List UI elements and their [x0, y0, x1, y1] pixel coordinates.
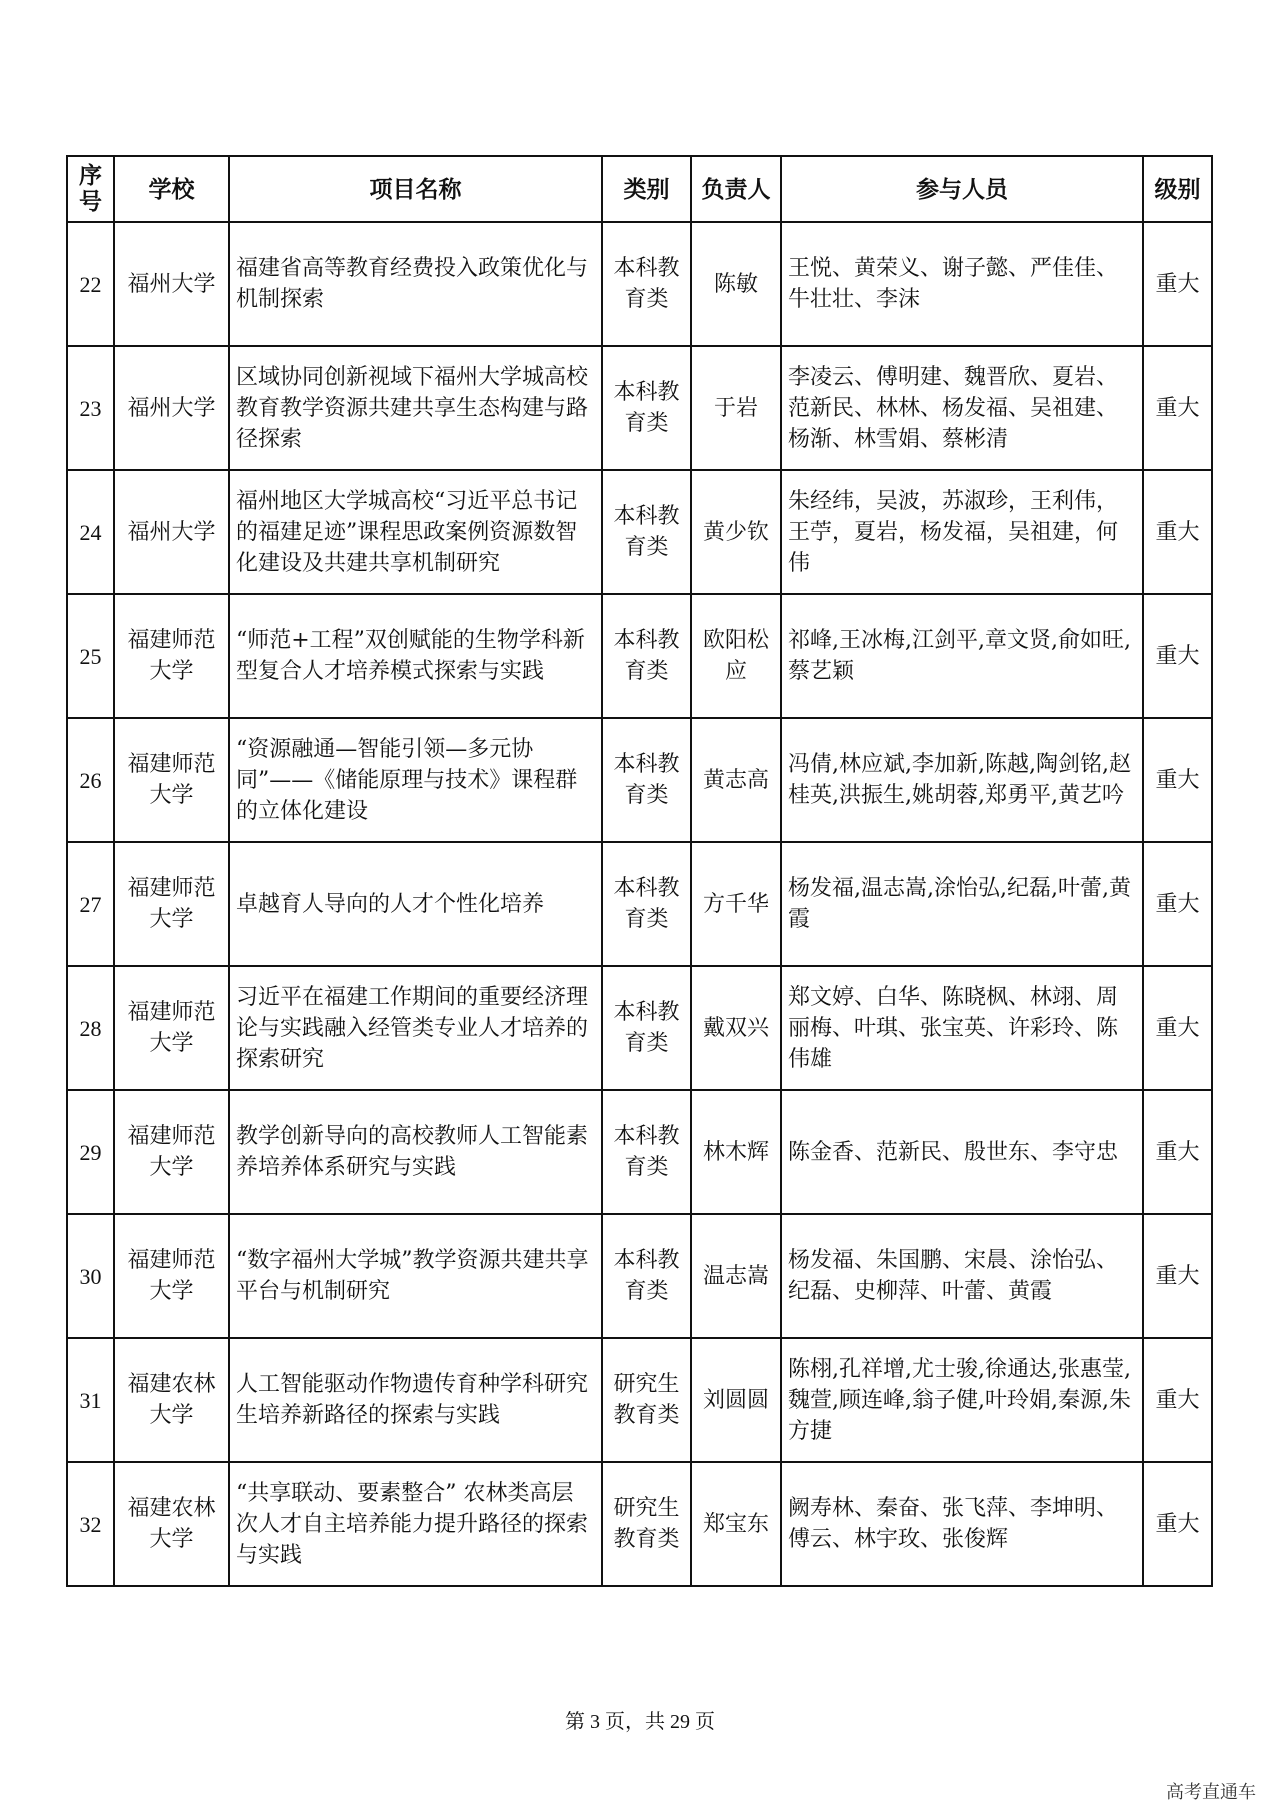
header-serial: 序号: [67, 156, 114, 222]
cell-members: 陈金香、范新民、殷世东、李守忠: [781, 1090, 1143, 1214]
table-row: [67, 718, 1212, 842]
cell-leader: 方千华: [691, 842, 781, 966]
cell-members: 朱经纬，吴波，苏淑珍，王利伟，王苧，夏岩，杨发福，吴祖建，何伟: [781, 470, 1143, 594]
cell-project: 人工智能驱动作物遗传育种学科研究生培养新路径的探索与实践: [229, 1338, 602, 1462]
cell-project: “资源融通—智能引领—多元协同”——《储能原理与技术》课程群的立体化建设: [229, 718, 602, 842]
cell-category: 本科教育类: [602, 346, 691, 470]
cell-level: 重大: [1143, 1462, 1212, 1586]
table-row: [67, 1214, 1212, 1338]
cell-school: 福建农林大学: [114, 1462, 229, 1586]
cell-level: 重大: [1143, 1214, 1212, 1338]
cell-members: 杨发福,温志嵩,涂怡弘,纪磊,叶蕾,黄霞: [781, 842, 1143, 966]
cell-category: 本科教育类: [602, 966, 691, 1090]
cell-serial: 28: [67, 966, 114, 1090]
cell-category: 本科教育类: [602, 1090, 691, 1214]
cell-leader: 于岩: [691, 346, 781, 470]
cell-members: 祁峰,王冰梅,江剑平,章文贤,俞如旺,蔡艺颖: [781, 594, 1143, 718]
table-row: [67, 1090, 1212, 1214]
cell-members: 陈栩,孔祥增,尤士骏,徐通达,张惠莹,魏萱,顾连峰,翁子健,叶玲娟,秦源,朱方捷: [781, 1338, 1143, 1462]
cell-leader: 温志嵩: [691, 1214, 781, 1338]
cell-leader: 欧阳松应: [691, 594, 781, 718]
cell-serial: 32: [67, 1462, 114, 1586]
cell-project: “师范+工程”双创赋能的生物学科新型复合人才培养模式探索与实践: [229, 594, 602, 718]
cell-project: 福建省高等教育经费投入政策优化与机制探索: [229, 222, 602, 346]
cell-members: 阙寿林、秦奋、张飞萍、李坤明、傅云、林宇玫、张俊辉: [781, 1462, 1143, 1586]
cell-level: 重大: [1143, 346, 1212, 470]
watermark-text: 高考直通车: [1166, 1782, 1256, 1803]
header-leader: 负责人: [691, 156, 781, 222]
cell-level: 重大: [1143, 222, 1212, 346]
table-row: [67, 966, 1212, 1090]
table-row: [67, 470, 1212, 594]
cell-category: 本科教育类: [602, 222, 691, 346]
cell-level: 重大: [1143, 594, 1212, 718]
cell-leader: 戴双兴: [691, 966, 781, 1090]
cell-members: 郑文婷、白华、陈晓枫、林翊、周丽梅、叶琪、张宝英、许彩玲、陈伟雄: [781, 966, 1143, 1090]
cell-level: 重大: [1143, 1090, 1212, 1214]
cell-leader: 刘圆圆: [691, 1338, 781, 1462]
cell-members: 王悦、黄荣义、谢子懿、严佳佳、牛壮壮、李沫: [781, 222, 1143, 346]
table-row: [67, 1462, 1212, 1586]
cell-level: 重大: [1143, 966, 1212, 1090]
table-row: [67, 594, 1212, 718]
cell-project: 教学创新导向的高校教师人工智能素养培养体系研究与实践: [229, 1090, 602, 1214]
cell-project: 习近平在福建工作期间的重要经济理论与实践融入经管类专业人才培养的探索研究: [229, 966, 602, 1090]
cell-project: 福州地区大学城高校“习近平总书记的福建足迹”课程思政案例资源数智化建设及共建共享机制研究: [229, 470, 602, 594]
table-row: [67, 346, 1212, 470]
header-school: 学校: [114, 156, 229, 222]
cell-project: 卓越育人导向的人才个性化培养: [229, 842, 602, 966]
cell-serial: 25: [67, 594, 114, 718]
cell-school: 福建农林大学: [114, 1338, 229, 1462]
cell-serial: 29: [67, 1090, 114, 1214]
cell-serial: 30: [67, 1214, 114, 1338]
cell-level: 重大: [1143, 718, 1212, 842]
cell-category: 研究生教育类: [602, 1462, 691, 1586]
cell-category: 本科教育类: [602, 718, 691, 842]
cell-category: 本科教育类: [602, 594, 691, 718]
cell-serial: 22: [67, 222, 114, 346]
cell-serial: 27: [67, 842, 114, 966]
cell-school: 福建师范大学: [114, 1214, 229, 1338]
table-row: [67, 1338, 1212, 1462]
header-project: 项目名称: [229, 156, 602, 222]
cell-leader: 陈敏: [691, 222, 781, 346]
cell-school: 福建师范大学: [114, 1090, 229, 1214]
project-table: [66, 155, 1213, 1587]
cell-leader: 林木辉: [691, 1090, 781, 1214]
cell-leader: 黄志高: [691, 718, 781, 842]
cell-members: 杨发福、朱国鹏、宋晨、涂怡弘、纪磊、史柳萍、叶蕾、黄霞: [781, 1214, 1143, 1338]
cell-category: 研究生教育类: [602, 1338, 691, 1462]
cell-level: 重大: [1143, 1338, 1212, 1462]
cell-level: 重大: [1143, 842, 1212, 966]
cell-serial: 26: [67, 718, 114, 842]
header-members: 参与人员: [781, 156, 1143, 222]
project-table-container: [66, 155, 1211, 1587]
cell-serial: 31: [67, 1338, 114, 1462]
cell-school: 福州大学: [114, 346, 229, 470]
cell-members: 冯倩,林应斌,李加新,陈越,陶剑铭,赵桂英,洪振生,姚胡蓉,郑勇平,黄艺吟: [781, 718, 1143, 842]
cell-serial: 23: [67, 346, 114, 470]
table-row: [67, 222, 1212, 346]
cell-project: “数字福州大学城”教学资源共建共享平台与机制研究: [229, 1214, 602, 1338]
cell-school: 福建师范大学: [114, 966, 229, 1090]
cell-members: 李凌云、傅明建、魏晋欣、夏岩、范新民、林林、杨发福、吴祖建、杨渐、林雪娟、蔡彬清: [781, 346, 1143, 470]
cell-leader: 郑宝东: [691, 1462, 781, 1586]
cell-school: 福建师范大学: [114, 594, 229, 718]
cell-project: “共享联动、要素整合” 农林类高层次人才自主培养能力提升路径的探索与实践: [229, 1462, 602, 1586]
table-row: [67, 842, 1212, 966]
header-category: 类别: [602, 156, 691, 222]
cell-category: 本科教育类: [602, 842, 691, 966]
cell-level: 重大: [1143, 470, 1212, 594]
cell-category: 本科教育类: [602, 1214, 691, 1338]
header-level: 级别: [1143, 156, 1212, 222]
table-header-row: [67, 156, 1212, 222]
cell-school: 福建师范大学: [114, 842, 229, 966]
cell-school: 福州大学: [114, 470, 229, 594]
page-number: 第 3 页，共 29 页: [565, 1711, 715, 1733]
cell-serial: 24: [67, 470, 114, 594]
cell-leader: 黄少钦: [691, 470, 781, 594]
cell-category: 本科教育类: [602, 470, 691, 594]
cell-school: 福建师范大学: [114, 718, 229, 842]
cell-project: 区域协同创新视域下福州大学城高校教育教学资源共建共享生态构建与路径探索: [229, 346, 602, 470]
cell-school: 福州大学: [114, 222, 229, 346]
